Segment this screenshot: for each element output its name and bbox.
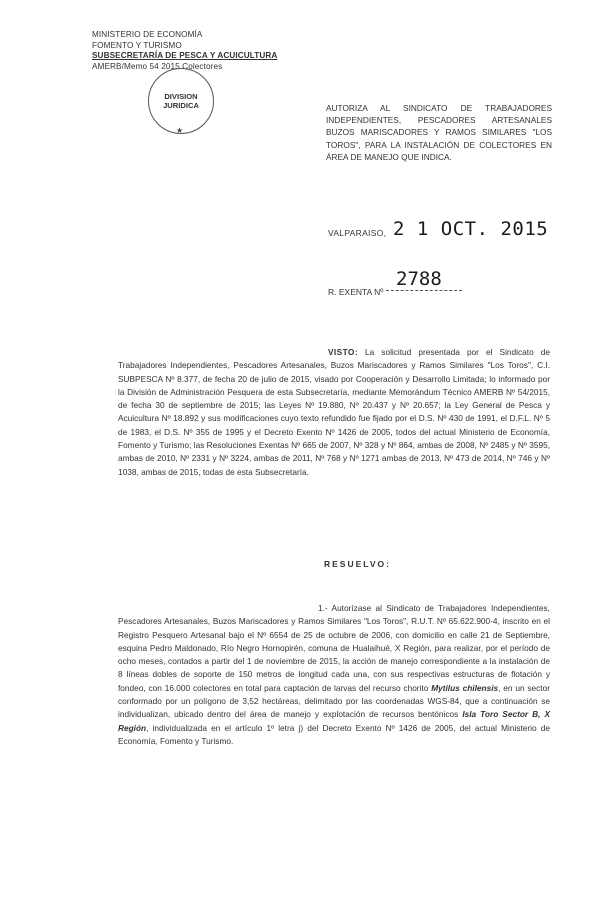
- article-1-text-c: , individualizada en el artículo 1º letra j) del Decreto Exento Nº 1426 de 2005, del actual Ministerio de Economía, Fomento y Turismo.: [118, 722, 550, 746]
- article-1-text-b: , en un sector conformado por un polígono de 3,52 hectáreas, delimitado por las coordenadas WGS-84, que a continuación se individualizan, ubicado dentro del área de manejo y explotación de recursos bentónicos: [118, 682, 550, 720]
- date-stamp: 2 1 OCT. 2015: [393, 218, 549, 240]
- stamp-line-2: JURIDICA: [163, 101, 199, 110]
- ministry-subname: FOMENTO Y TURISMO: [92, 40, 182, 50]
- star-icon: ★: [176, 126, 184, 135]
- resuelvo-heading: RESUELVO:: [324, 559, 391, 569]
- visto-text: La solicitud presentada por el Sindicato de Trabajadores Independientes, Pescadores Artesanales, Buzos Mariscadores y Ramos Similares "Los Toros", C.I. SUBPESCA Nº 8.377, de fecha 20 de julio de 2015, visado por Cooperación y Desarrollo Limitada; lo informado por la División de Administración Pesquera de esta Subsecretaría, mediante Memorándum Técnico AMERB Nº 54/2015, de fecha 30 de septiembre de 2015; las Leyes Nº 19.880, Nº 20.437 y Nº 20.657; la Ley General de Pesca y Acuicultura Nº 18.892 y sus modificaciones cuyo texto refundido fue fijado por el D.S. Nº 430 de 1991, el D.F.L. Nº 5 de 1983, el D.S. Nº 355 de 1995 y el Decreto Exento Nº 1426 de 2005, todos del actual Ministerio de Economía, Fomento y Turismo; las Resoluciones Exentas Nº 665 de 2007, Nº 328 y Nº 864, ambas de 2008, Nº 2485 y Nº 3595, ambas de 2010, Nº 2331 y Nº 3224, ambas de 2011, Nº 768 y Nº 1271 ambas de 2013, Nº 473 de 2014, Nº 746 y Nº 1038, ambas de 2015, todas de esta Subsecretaría.: [118, 347, 550, 477]
- ministry-name: MINISTERIO DE ECONOMÍA: [92, 30, 203, 39]
- stamp-line-1: DIVISION: [164, 92, 198, 101]
- area-name: Isla Toro Sector B, X Región: [118, 709, 550, 733]
- article-1-text-a: Autorízase al Sindicato de Trabajadores Independientes, Pescadores Artesanales, Buzos Mariscadores y Ramos Similares "Los Toros", R.U.T. Nº 65.622.900-4, inscrito en el Registro Pesquero Artesanal bajo el Nº 6554 de 25 de octubre de 2006, con domicilio en calle 21 de Septiembre, esquina Pedro Maldonado, Río Negro Hornopirén, comuna de Hualaihué, X Región, para realizar, por el período de ocho meses, contados a partir del 1 de noviembre de 2015, la acción de manejo correspondiente a la instalación de 8 líneas dobles de soporte de 150 metros de longitud cada una, con sus respectivas estructuras de flotación y fondeo, con 16.000 colectores en total para captación de larvas del recurso chorito: [118, 603, 550, 693]
- article-1-number: 1.-: [318, 603, 328, 613]
- exenta-number: 2788: [396, 268, 442, 290]
- exenta-label: R. EXENTA Nº: [328, 287, 384, 297]
- place-label: VALPARAISO,: [328, 228, 387, 238]
- resolution-subject: AUTORIZA AL SINDICATO DE TRABAJADORES INDEPENDIENTES, PESCADORES ARTESANALES BUZOS MARISCADORES Y RAMOS SIMILARES "LOS TOROS", PARA LA INSTALACIÓN DE COLECTORES EN ÁREA DE MANEJO QUE INDICA.: [326, 103, 552, 162]
- exenta-underline: [386, 290, 462, 291]
- subsecretaria-name: SUBSECRETARÍA DE PESCA Y ACUICULTURA: [92, 51, 278, 61]
- division-juridica-stamp: [148, 68, 214, 134]
- memo-reference: AMERB/Memo 54 2015 Colectores: [92, 61, 223, 71]
- visto-label: VISTO:: [328, 347, 358, 357]
- ministry-header: [92, 30, 277, 72]
- article-1: [118, 602, 550, 748]
- species-name: Mytilus chilensis: [431, 682, 499, 693]
- visto-section: [118, 346, 550, 479]
